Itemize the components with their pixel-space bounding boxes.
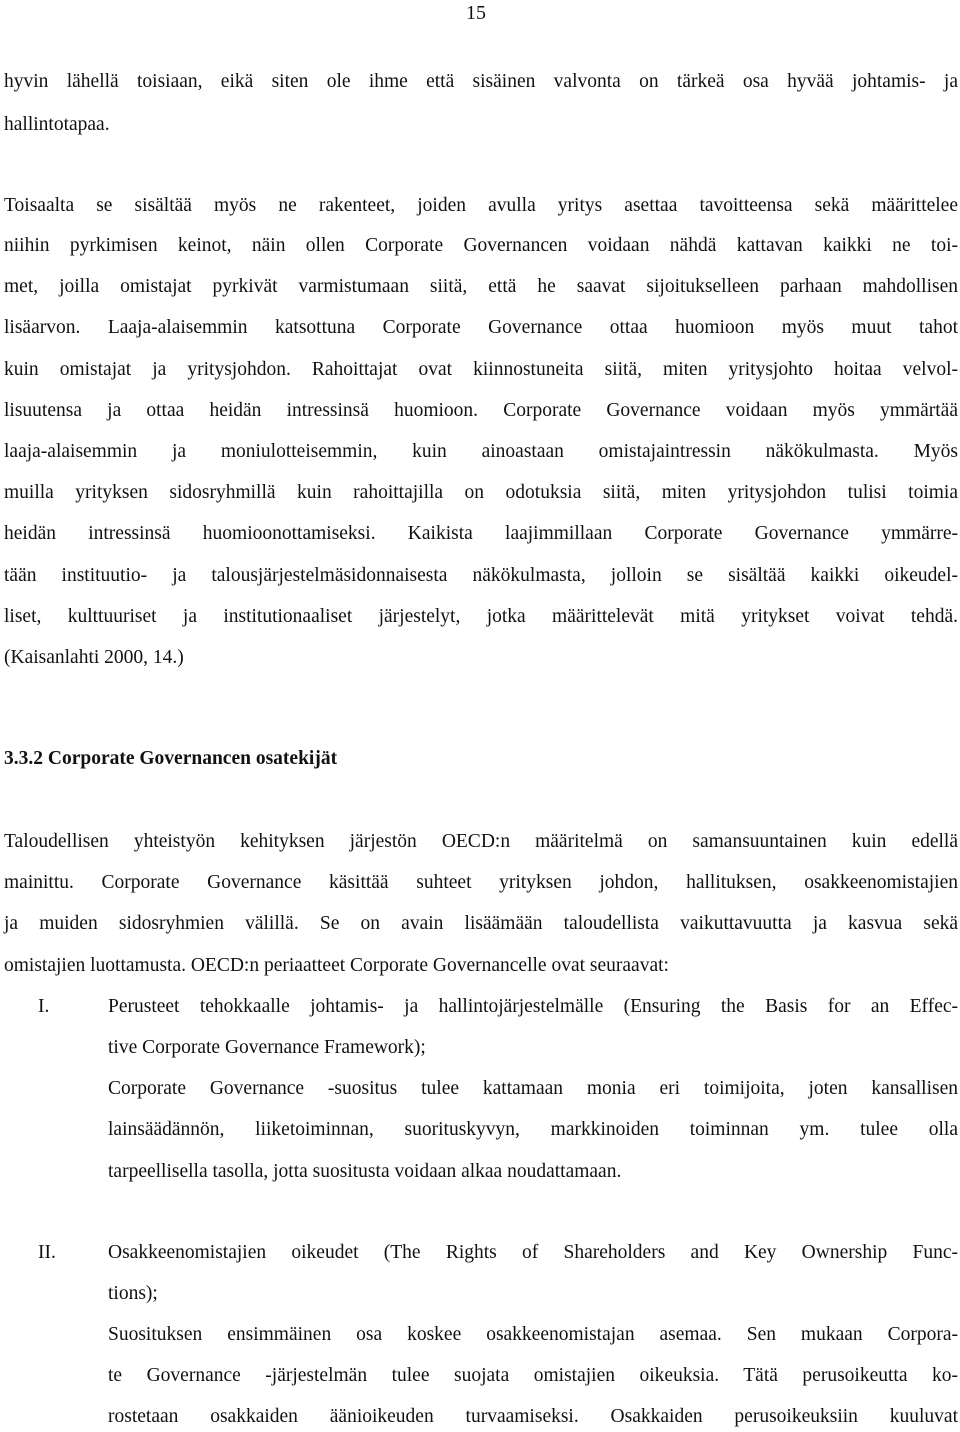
text-line: Taloudellisen yhteistyön kehityksen järjestön OECD:n määritelmä on samansuuntainen kuin edellä: [4, 831, 958, 852]
text-line: heidän intressinsä huomioonottamiseksi. Kaikista laajimmillaan Corporate Governance ymmärre-: [4, 523, 958, 544]
page-number: 15: [466, 2, 486, 24]
text-line: niihin pyrkimisen keinot, näin ollen Corporate Governancen voidaan nähdä kattavan kaikki ne toi-: [4, 235, 958, 256]
text-line: (Kaisanlahti 2000, 14.): [4, 647, 184, 668]
list-text-line: Corporate Governance -suositus tulee kattamaan monia eri toimijoita, joten kansallisen: [108, 1078, 958, 1099]
list-text-line: Osakkeenomistajien oikeudet (The Rights of Shareholders and Key Ownership Func-: [108, 1242, 958, 1263]
text-line: Toisaalta se sisältää myös ne rakenteet, joiden avulla yritys asettaa tavoitteensa sekä määrittelee: [4, 195, 958, 216]
list-text-line: rostetaan osakkaiden äänioikeuden turvaamiseksi. Osakkaiden perusoikeuksiin kuuluvat: [108, 1406, 958, 1427]
text-line: lisäarvon. Laaja-alaisemmin katsottuna Corporate Governance ottaa huomioon myös muut tahot: [4, 317, 958, 338]
text-line: laaja-alaisemmin ja moniulotteisemmin, kuin ainoastaan omistajaintressin näkökulmasta. Myös: [4, 441, 958, 462]
section-heading: 3.3.2 Corporate Governancen osatekijät: [4, 748, 338, 769]
list-marker: II.: [38, 1242, 56, 1263]
text-line: muilla yrityksen sidosryhmillä kuin rahoittajilla on odotuksia siitä, miten yritysjohdon tulisi toimia: [4, 482, 958, 503]
text-line: kuin omistajat ja yritysjohdon. Rahoittajat ovat kiinnostuneita siitä, miten yritysjohto hoitaa velvol-: [4, 359, 958, 380]
text-line: hyvin lähellä toisiaan, eikä siten ole ihme että sisäinen valvonta on tärkeä osa hyvää johtamis- ja: [4, 71, 958, 92]
text-line: omistajien luottamusta. OECD:n periaatteet Corporate Governancelle ovat seuraavat:: [4, 955, 669, 976]
list-text-line: tions);: [108, 1283, 158, 1304]
list-text-line: te Governance -järjestelmän tulee suojata omistajien oikeuksia. Tätä perusoikeutta ko-: [108, 1365, 958, 1386]
list-text-line: Suosituksen ensimmäinen osa koskee osakkeenomistajan asemaa. Sen mukaan Corpora-: [108, 1324, 958, 1345]
list-text-line: Perusteet tehokkaalle johtamis- ja hallintojärjestelmälle (Ensuring the Basis for an Effec-: [108, 996, 958, 1017]
list-text-line: tive Corporate Governance Framework);: [108, 1037, 426, 1058]
text-line: liset, kulttuuriset ja institutionaaliset järjestelyt, jotka määrittelevät mitä yritykset voivat tehdä.: [4, 606, 958, 627]
list-text-line: tarpeellisella tasolla, jotta suositusta voidaan alkaa noudattamaan.: [108, 1161, 622, 1182]
list-marker: I.: [38, 996, 50, 1017]
text-line: met, joilla omistajat pyrkivät varmistumaan siitä, että he saavat sijoitukselleen parhaan mahdollisen: [4, 276, 958, 297]
text-line: hallintotapaa.: [4, 114, 110, 135]
list-text-line: lainsäädännön, liiketoiminnan, suorituskyvyn, markkinoiden toiminnan ym. tulee olla: [108, 1119, 958, 1140]
text-line: tään instituutio- ja talousjärjestelmäsidonnaisesta näkökulmasta, jolloin se sisältää kaikki oikeudel-: [4, 565, 958, 586]
text-line: mainittu. Corporate Governance käsittää suhteet yrityksen johdon, hallituksen, osakkeenomistajien: [4, 872, 958, 893]
text-line: lisuutensa ja ottaa heidän intressinsä huomioon. Corporate Governance voidaan myös ymmärtää: [4, 400, 958, 421]
text-line: ja muiden sidosryhmien välillä. Se on avain lisäämään taloudellista vaikuttavuutta ja kasvua sekä: [4, 913, 958, 934]
